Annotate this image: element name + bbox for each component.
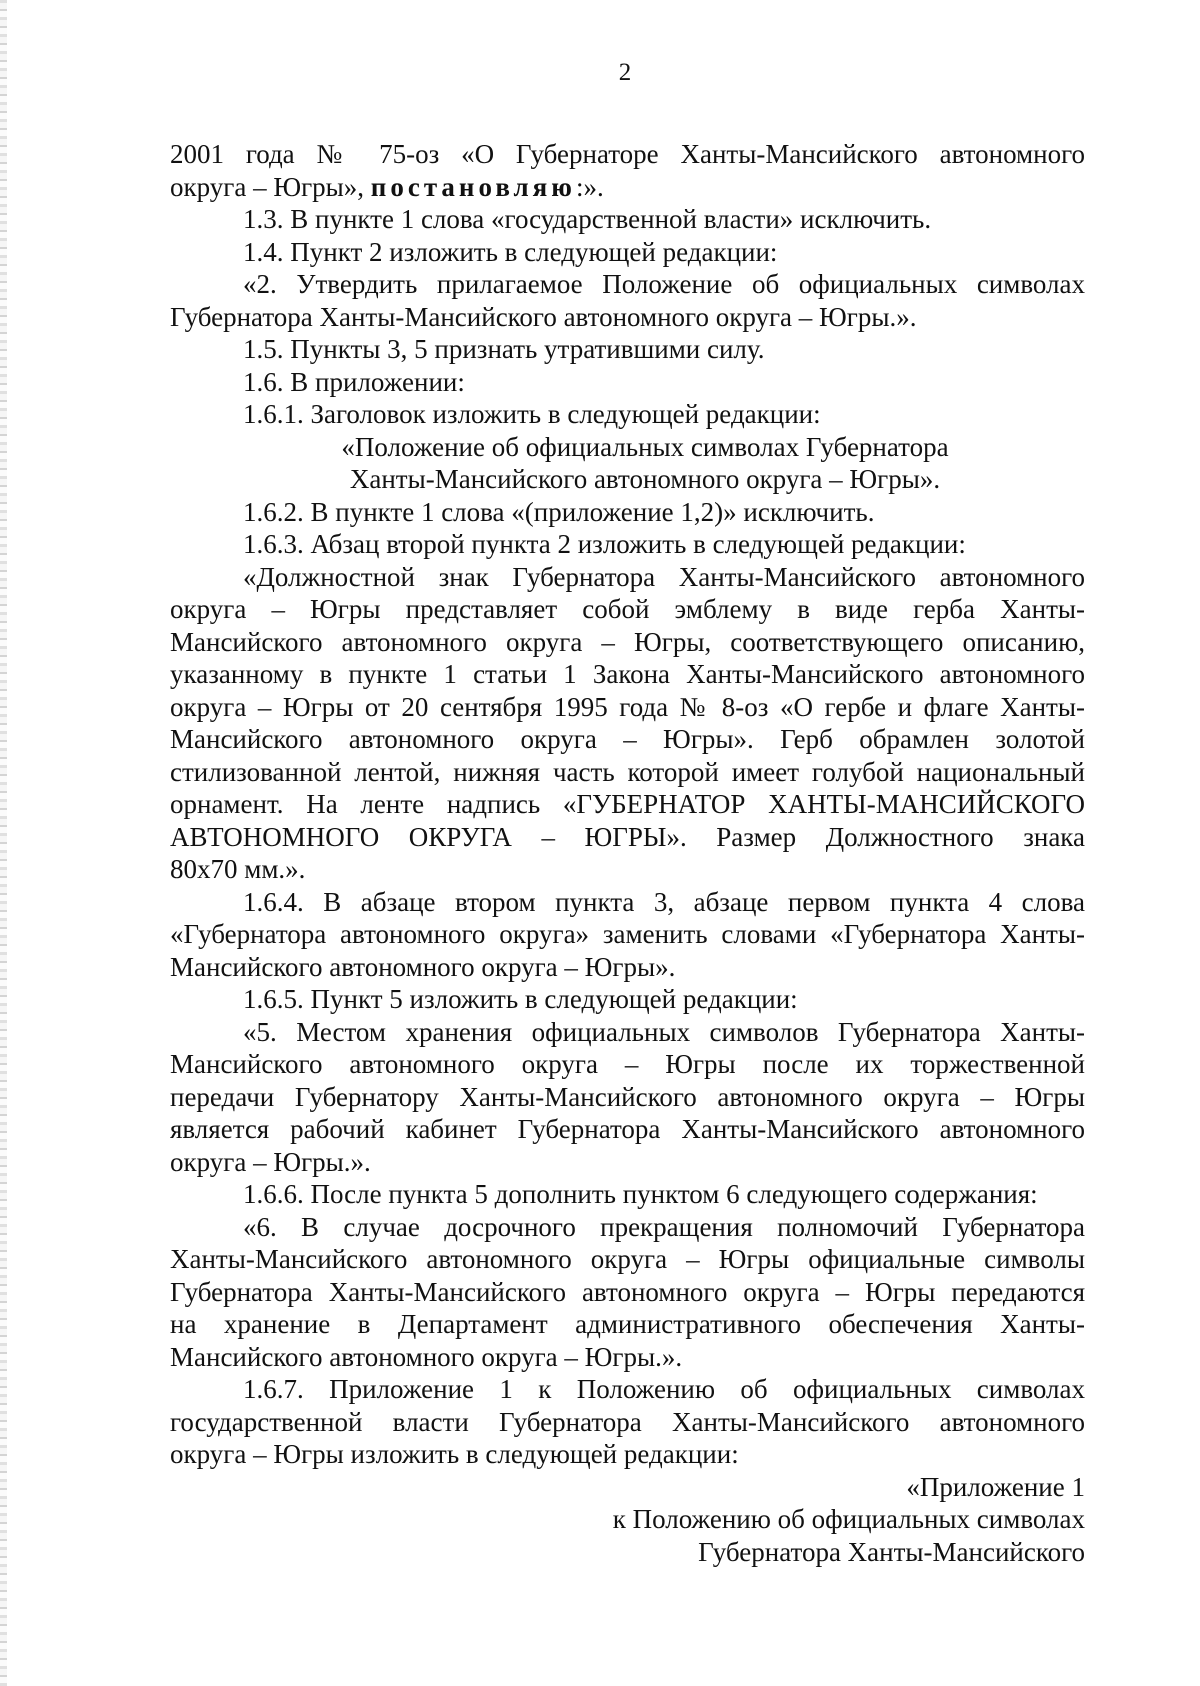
appendix-header-line: к Положению об официальных символах	[612, 1504, 1085, 1534]
text-line: является рабочий кабинет Губернатора Ханты-Мансийского автономного	[170, 1114, 1085, 1144]
text-fragment: :».	[575, 171, 604, 202]
text-fragment: округа – Югры»,	[170, 171, 371, 202]
text-line: 1.6.5. Пункт 5 изложить в следующей редакции:	[243, 984, 798, 1014]
text-line: 1.5. Пункты 3, 5 признать утратившими силу.	[243, 334, 765, 364]
text-line: Мансийского автономного округа – Югры.».	[170, 1341, 683, 1372]
text-line: Мансийского автономного округа – Югры, соответствующего описанию,	[170, 626, 1085, 657]
quoted-title-line: «Положение об официальных символах Губернатора	[341, 431, 949, 462]
document-body	[170, 138, 1085, 1568]
text-line: 1.6.7. Приложение 1 к Положению об официальных символах	[243, 1374, 1085, 1404]
text-line: 1.3. В пункте 1 слова «государственной власти» исключить.	[243, 204, 932, 234]
text-line: 1.6.1. Заголовок изложить в следующей редакции:	[243, 399, 821, 429]
appendix-header-line: Губернатора Ханты-Мансийского	[698, 1536, 1085, 1567]
text-line: АВТОНОМНОГО ОКРУГА – ЮГРЫ». Размер Должностного знака	[170, 821, 1085, 852]
text-line: стилизованной лентой, нижняя часть которой имеет голубой национальный	[170, 756, 1085, 787]
text-line: Мансийского автономного округа – Югры после их торжественной	[170, 1049, 1085, 1079]
text-line: 2001 года № 75-оз «О Губернаторе Ханты-Мансийского автономного	[170, 139, 1085, 169]
text-line: Мансийского автономного округа – Югры». Герб обрамлен золотой	[170, 724, 1085, 754]
text-line: округа – Югры от 20 сентября 1995 года № 8-оз «О гербе и флаге Ханты-	[170, 691, 1085, 722]
text-line: Губернатора Ханты-Мансийского автономного округа – Югры передаются	[170, 1276, 1085, 1307]
text-line: 80х70 мм.».	[170, 854, 306, 884]
decree-word: постановляю	[370, 171, 576, 202]
text-line: округа – Югры изложить в следующей редакции:	[170, 1439, 739, 1469]
text-line: округа – Югры представляет собой эмблему в виде герба Ханты-	[170, 594, 1085, 624]
text-line: округа – Югры.».	[170, 1146, 371, 1177]
text-line: передачи Губернатору Ханты-Мансийского автономного округа – Югры	[170, 1081, 1085, 1112]
text-line-with-decree	[170, 171, 1085, 204]
text-line: Ханты-Мансийского автономного округа – Югры официальные символы	[170, 1244, 1085, 1274]
text-line: Губернатора Ханты-Мансийского автономного округа – Югры.».	[170, 301, 917, 332]
text-line: «Губернатора автономного округа» заменить словами «Губернатора Ханты-	[170, 919, 1085, 949]
text-line: на хранение в Департамент административного обеспечения Ханты-	[170, 1309, 1085, 1339]
text-line: 1.6. В приложении:	[243, 366, 465, 397]
text-line: 1.6.6. После пункта 5 дополнить пунктом 6 следующего содержания:	[243, 1179, 1038, 1209]
scan-edge-artifact	[0, 0, 7, 1686]
text-line: «6. В случае досрочного прекращения полномочий Губернатора	[243, 1211, 1085, 1242]
page-number: 2	[618, 59, 632, 86]
text-line: указанному в пункте 1 статьи 1 Закона Ханты-Мансийского автономного	[170, 659, 1085, 689]
text-line: 1.6.2. В пункте 1 слова «(приложение 1,2)» исключить.	[243, 496, 875, 527]
text-line: 1.6.3. Абзац второй пункта 2 изложить в следующей редакции:	[243, 529, 966, 559]
text-line: «5. Местом хранения официальных символов Губернатора Ханты-	[243, 1016, 1085, 1047]
text-line: 1.4. Пункт 2 изложить в следующей редакции:	[243, 236, 778, 267]
text-line: орнамент. На ленте надпись «ГУБЕРНАТОР ХАНТЫ-МАНСИЙСКОГО	[170, 789, 1085, 819]
appendix-header-line: «Приложение 1	[906, 1471, 1085, 1502]
text-line: «Должностной знак Губернатора Ханты-Мансийского автономного	[243, 561, 1085, 592]
text-line: Мансийского автономного округа – Югры».	[170, 951, 676, 982]
quoted-title-line: Ханты-Мансийского автономного округа – Югры».	[349, 464, 941, 494]
text-line: «2. Утвердить прилагаемое Положение об официальных символах	[243, 269, 1085, 299]
text-line: государственной власти Губернатора Ханты-Мансийского автономного	[170, 1406, 1085, 1437]
text-line: 1.6.4. В абзаце втором пункта 3, абзаце первом пункта 4 слова	[243, 886, 1085, 917]
